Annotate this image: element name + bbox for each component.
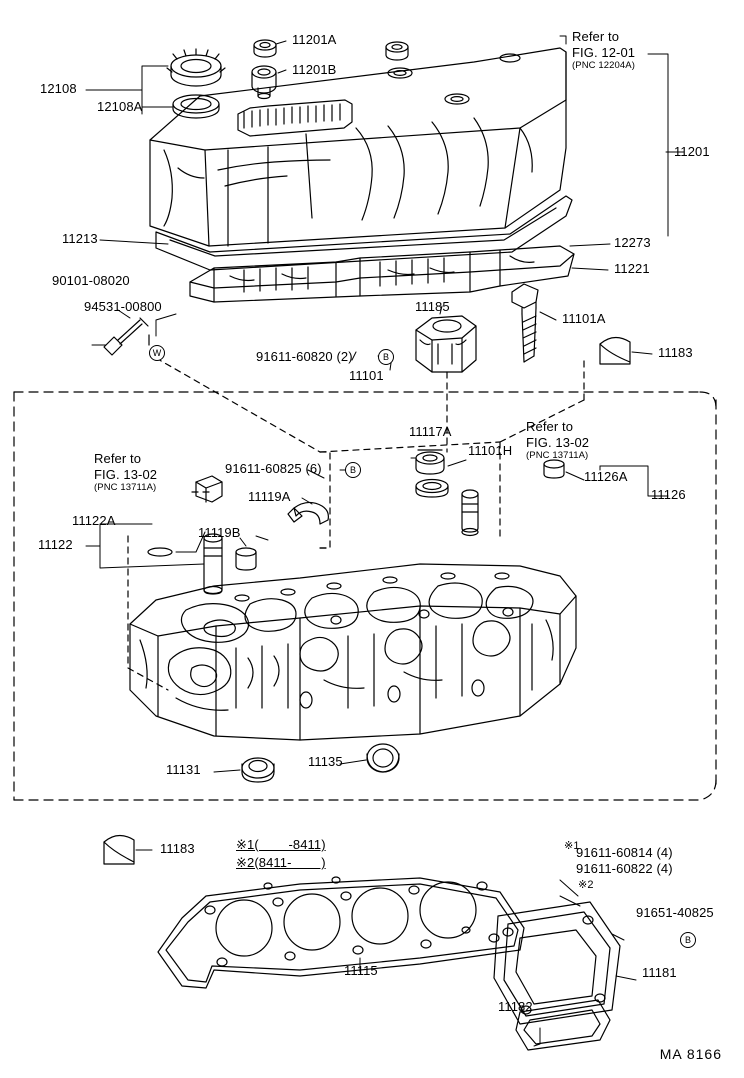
label-12273: 12273 <box>614 235 651 250</box>
leader-lines <box>86 36 684 1046</box>
part-11126A-oring <box>544 460 564 478</box>
label-94531-00800: 94531-00800 <box>84 299 162 314</box>
part-11131-seal <box>242 758 274 782</box>
label-11221: 11221 <box>614 261 650 276</box>
part-cover-grommet-right <box>386 42 408 60</box>
ref-left-line2: FIG. 13-02 <box>94 466 158 482</box>
label-11119A: 11119A <box>248 489 291 504</box>
diagram-footer-code: MA 8166 <box>659 1046 722 1062</box>
label-11182: 11182 <box>498 999 533 1014</box>
ref-top-line1: Refer to <box>572 29 620 44</box>
label-11117A: 11117A <box>409 424 452 439</box>
note-2: ※2(8411- ) <box>236 855 326 870</box>
label-11101A: 11101A <box>562 311 606 326</box>
bolt-marker-b-11101: B <box>378 349 394 365</box>
ref-left-line3: (PNC 13711A) <box>94 482 157 494</box>
label-91611-60825: 91611-60825 (6) <box>225 461 322 476</box>
label-11183-top: 11183 <box>658 345 693 360</box>
bolt-marker-b-11119: B <box>345 462 361 478</box>
ref-fig-12-01 <box>572 30 635 70</box>
label-11201A: 11201A <box>292 32 337 47</box>
ref-left-line1: Refer to <box>94 451 142 466</box>
label-11131: 11131 <box>166 762 201 777</box>
label-91611-60822: 91611-60822 (4) <box>576 861 673 876</box>
part-11183-bottom <box>104 835 134 864</box>
part-cylinder-head-casting <box>130 564 576 740</box>
part-cylinder-head-cover <box>150 48 566 246</box>
ref-top-line2: FIG. 12-01 <box>572 44 636 60</box>
label-12108A: 12108A <box>97 99 143 114</box>
part-11201B-grommet <box>252 66 276 99</box>
part-oil-filler-cap <box>167 49 225 86</box>
label-11183-bottom: 11183 <box>160 841 195 856</box>
label-90101-08020: 90101-08020 <box>52 273 130 288</box>
ref-top-line3: (PNC 12204A) <box>572 60 635 72</box>
label-91611-60814: 91611-60814 (4) <box>576 845 673 860</box>
part-11201A-seal <box>254 40 276 57</box>
label-11122A: 11122A <box>72 513 116 528</box>
label-11201B: 11201B <box>292 62 337 77</box>
ref-right-line2: FIG. 13-02 <box>526 434 590 450</box>
label-11135: 11135 <box>308 754 343 769</box>
washer-marker-w: W <box>149 345 165 361</box>
mark-2: ※2 <box>578 879 594 891</box>
part-11126-tube <box>462 490 478 536</box>
part-11185 <box>416 316 476 372</box>
ref-right-line1: Refer to <box>526 419 574 434</box>
label-12108: 12108 <box>40 81 77 96</box>
label-11201: 11201 <box>674 144 710 159</box>
part-bolt-11101A <box>512 284 538 362</box>
part-11119A-bracket <box>288 502 328 524</box>
label-11101: 11101 <box>349 368 384 383</box>
label-11101H: 11101H <box>468 443 513 458</box>
part-ref-left-plug <box>196 476 222 502</box>
part-11117A-seal <box>416 450 444 474</box>
ref-fig-13-02-left <box>94 452 157 492</box>
part-11183-top <box>600 337 630 364</box>
label-91611-60820: 91611-60820 (2) <box>256 349 353 364</box>
note-1: ※1( -8411) <box>236 837 326 852</box>
bolt-marker-b-11181: B <box>680 932 696 948</box>
part-11122A-oring <box>148 548 172 556</box>
alignment-dashed-lines <box>128 358 584 690</box>
part-11135-seal <box>367 744 399 772</box>
part-head-cover-gasket <box>156 196 572 270</box>
part-head-gasket <box>158 877 524 988</box>
label-11181: 11181 <box>642 965 677 980</box>
mark-1: ※1 <box>564 840 580 852</box>
part-bolt-90101-08020 <box>104 318 148 355</box>
label-11122: 11122 <box>38 537 73 552</box>
label-11213: 11213 <box>62 231 98 246</box>
ref-fig-13-02-right <box>526 420 589 460</box>
label-11126: 11126 <box>651 487 686 502</box>
part-11119B-cap <box>236 548 256 570</box>
label-11126A: 11126A <box>584 469 628 484</box>
part-filler-cap-gasket <box>173 95 219 118</box>
label-11115: 11115 <box>344 963 378 978</box>
ref-right-line3: (PNC 13711A) <box>526 450 589 462</box>
part-11101H-ring <box>416 480 448 498</box>
label-91651-40825: 91651-40825 <box>636 905 714 920</box>
label-11119B: 11119B <box>198 525 241 540</box>
label-11185: 11185 <box>415 299 450 314</box>
